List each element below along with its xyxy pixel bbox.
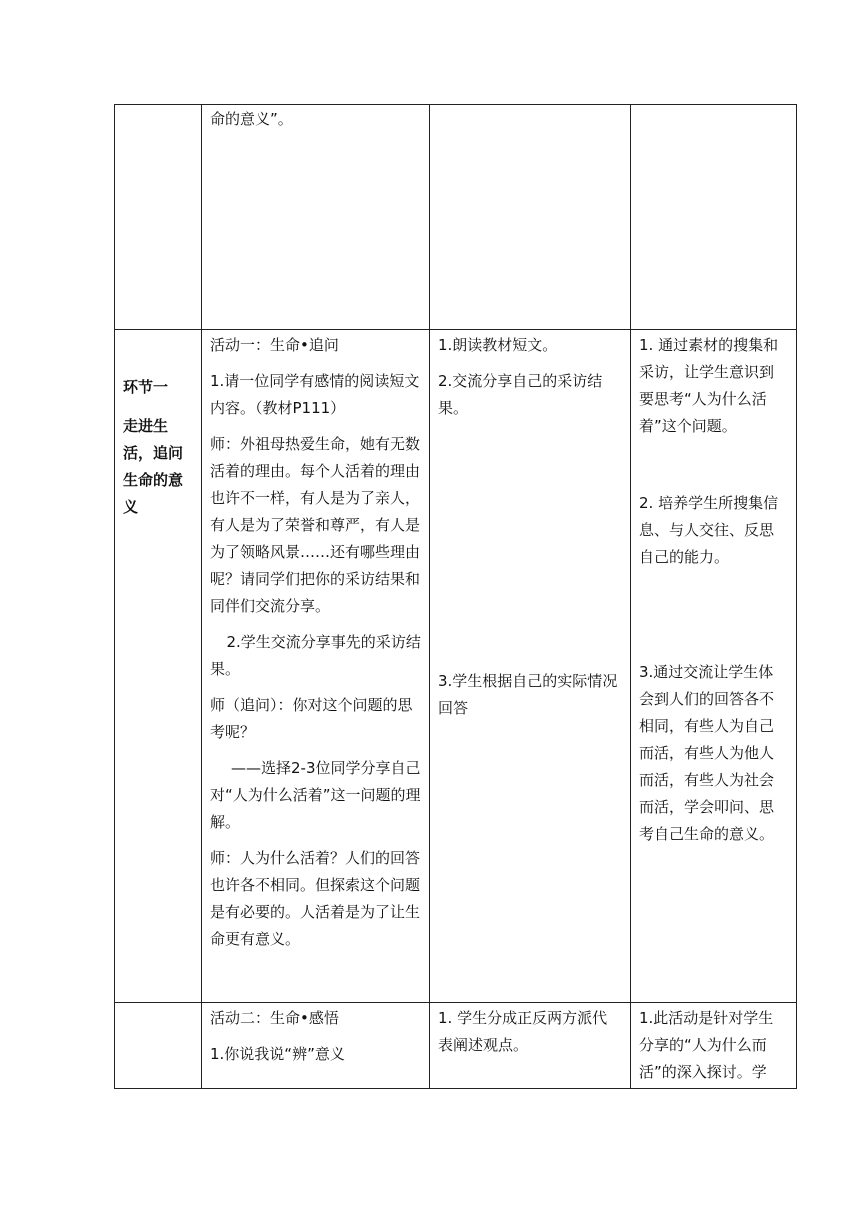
activity-text: 1.你说我说“辨”意义: [210, 1045, 345, 1063]
activity-heading: 活动二：生命•感悟: [210, 1009, 339, 1027]
activity-text: 师：人为什么活着？人们的回答也许各不相同。但探索这个问题是有必要的。人活着是为了让生命更有意义。: [210, 849, 421, 948]
stage-cell: [115, 105, 202, 330]
student-activity-cell: [430, 105, 631, 330]
stage-label: 环节一: [123, 378, 169, 396]
stage-title: 走进生活，追问生命的意义: [123, 417, 184, 516]
student-activity-cell: [430, 330, 631, 1003]
student-text: 2.交流分享自己的采访结果。: [438, 372, 603, 417]
student-activity-cell: [430, 1003, 631, 1089]
student-text: 1.朗读教材短文。: [438, 336, 558, 354]
design-intent-cell: [631, 105, 797, 330]
intent-text: 1. 通过素材的搜集和采访，让学生意识到要思考“人为什么活着”这个问题。: [639, 336, 779, 435]
intent-text: 3.通过交流让学生体会到人们的回答各不相同，有些人为自己而活，有些人为他人而活，有些人为社会而活，学会叩问、思考自己生命的意义。: [639, 663, 775, 843]
intent-text: 1.此活动是针对学生分享的“人为什么而活”的深入探讨。学: [639, 1009, 774, 1081]
stage-cell: [115, 330, 202, 1003]
design-intent-cell: [631, 330, 797, 1003]
intent-text: 2. 培养学生所搜集信息、与人交往、反思自己的能力。: [639, 494, 779, 566]
teacher-activity-cell: [202, 1003, 430, 1089]
activity-text: 1.请一位同学有感情的阅读短文内容。（教材P111）: [210, 372, 420, 417]
table-row: [115, 105, 797, 330]
activity-text: 2.学生交流分享事先的采访结果。: [210, 633, 421, 678]
teacher-activity-cell: [202, 330, 430, 1003]
lesson-plan-table: [114, 104, 797, 1089]
stage-cell: [115, 1003, 202, 1089]
design-intent-cell: [631, 1003, 797, 1089]
student-text: 1. 学生分成正反两方派代表阐述观点。: [438, 1009, 608, 1054]
activity-text: 师：外祖母热爱生命，她有无数活着的理由。每个人活着的理由也许不一样，有人是为了亲人，有人是为了荣誉和尊严，有人是为了领略风景……还有哪些理由呢？请同学们把你的采访结果和同伴们交流分享。: [210, 435, 421, 615]
activity-text: ——选择2-3位同学分享自己对“人为什么活着”这一问题的理解。: [210, 759, 421, 831]
teacher-activity-cell: [202, 105, 430, 330]
activity-heading: 活动一：生命•追问: [210, 336, 339, 354]
activity-text: 师（追问）：你对这个问题的思考呢？: [210, 696, 413, 741]
table-row: [115, 1003, 797, 1089]
student-text: 3.学生根据自己的实际情况回答: [438, 672, 618, 717]
table-row: [115, 330, 797, 1003]
activity-text: 命的意义”。: [210, 110, 293, 128]
